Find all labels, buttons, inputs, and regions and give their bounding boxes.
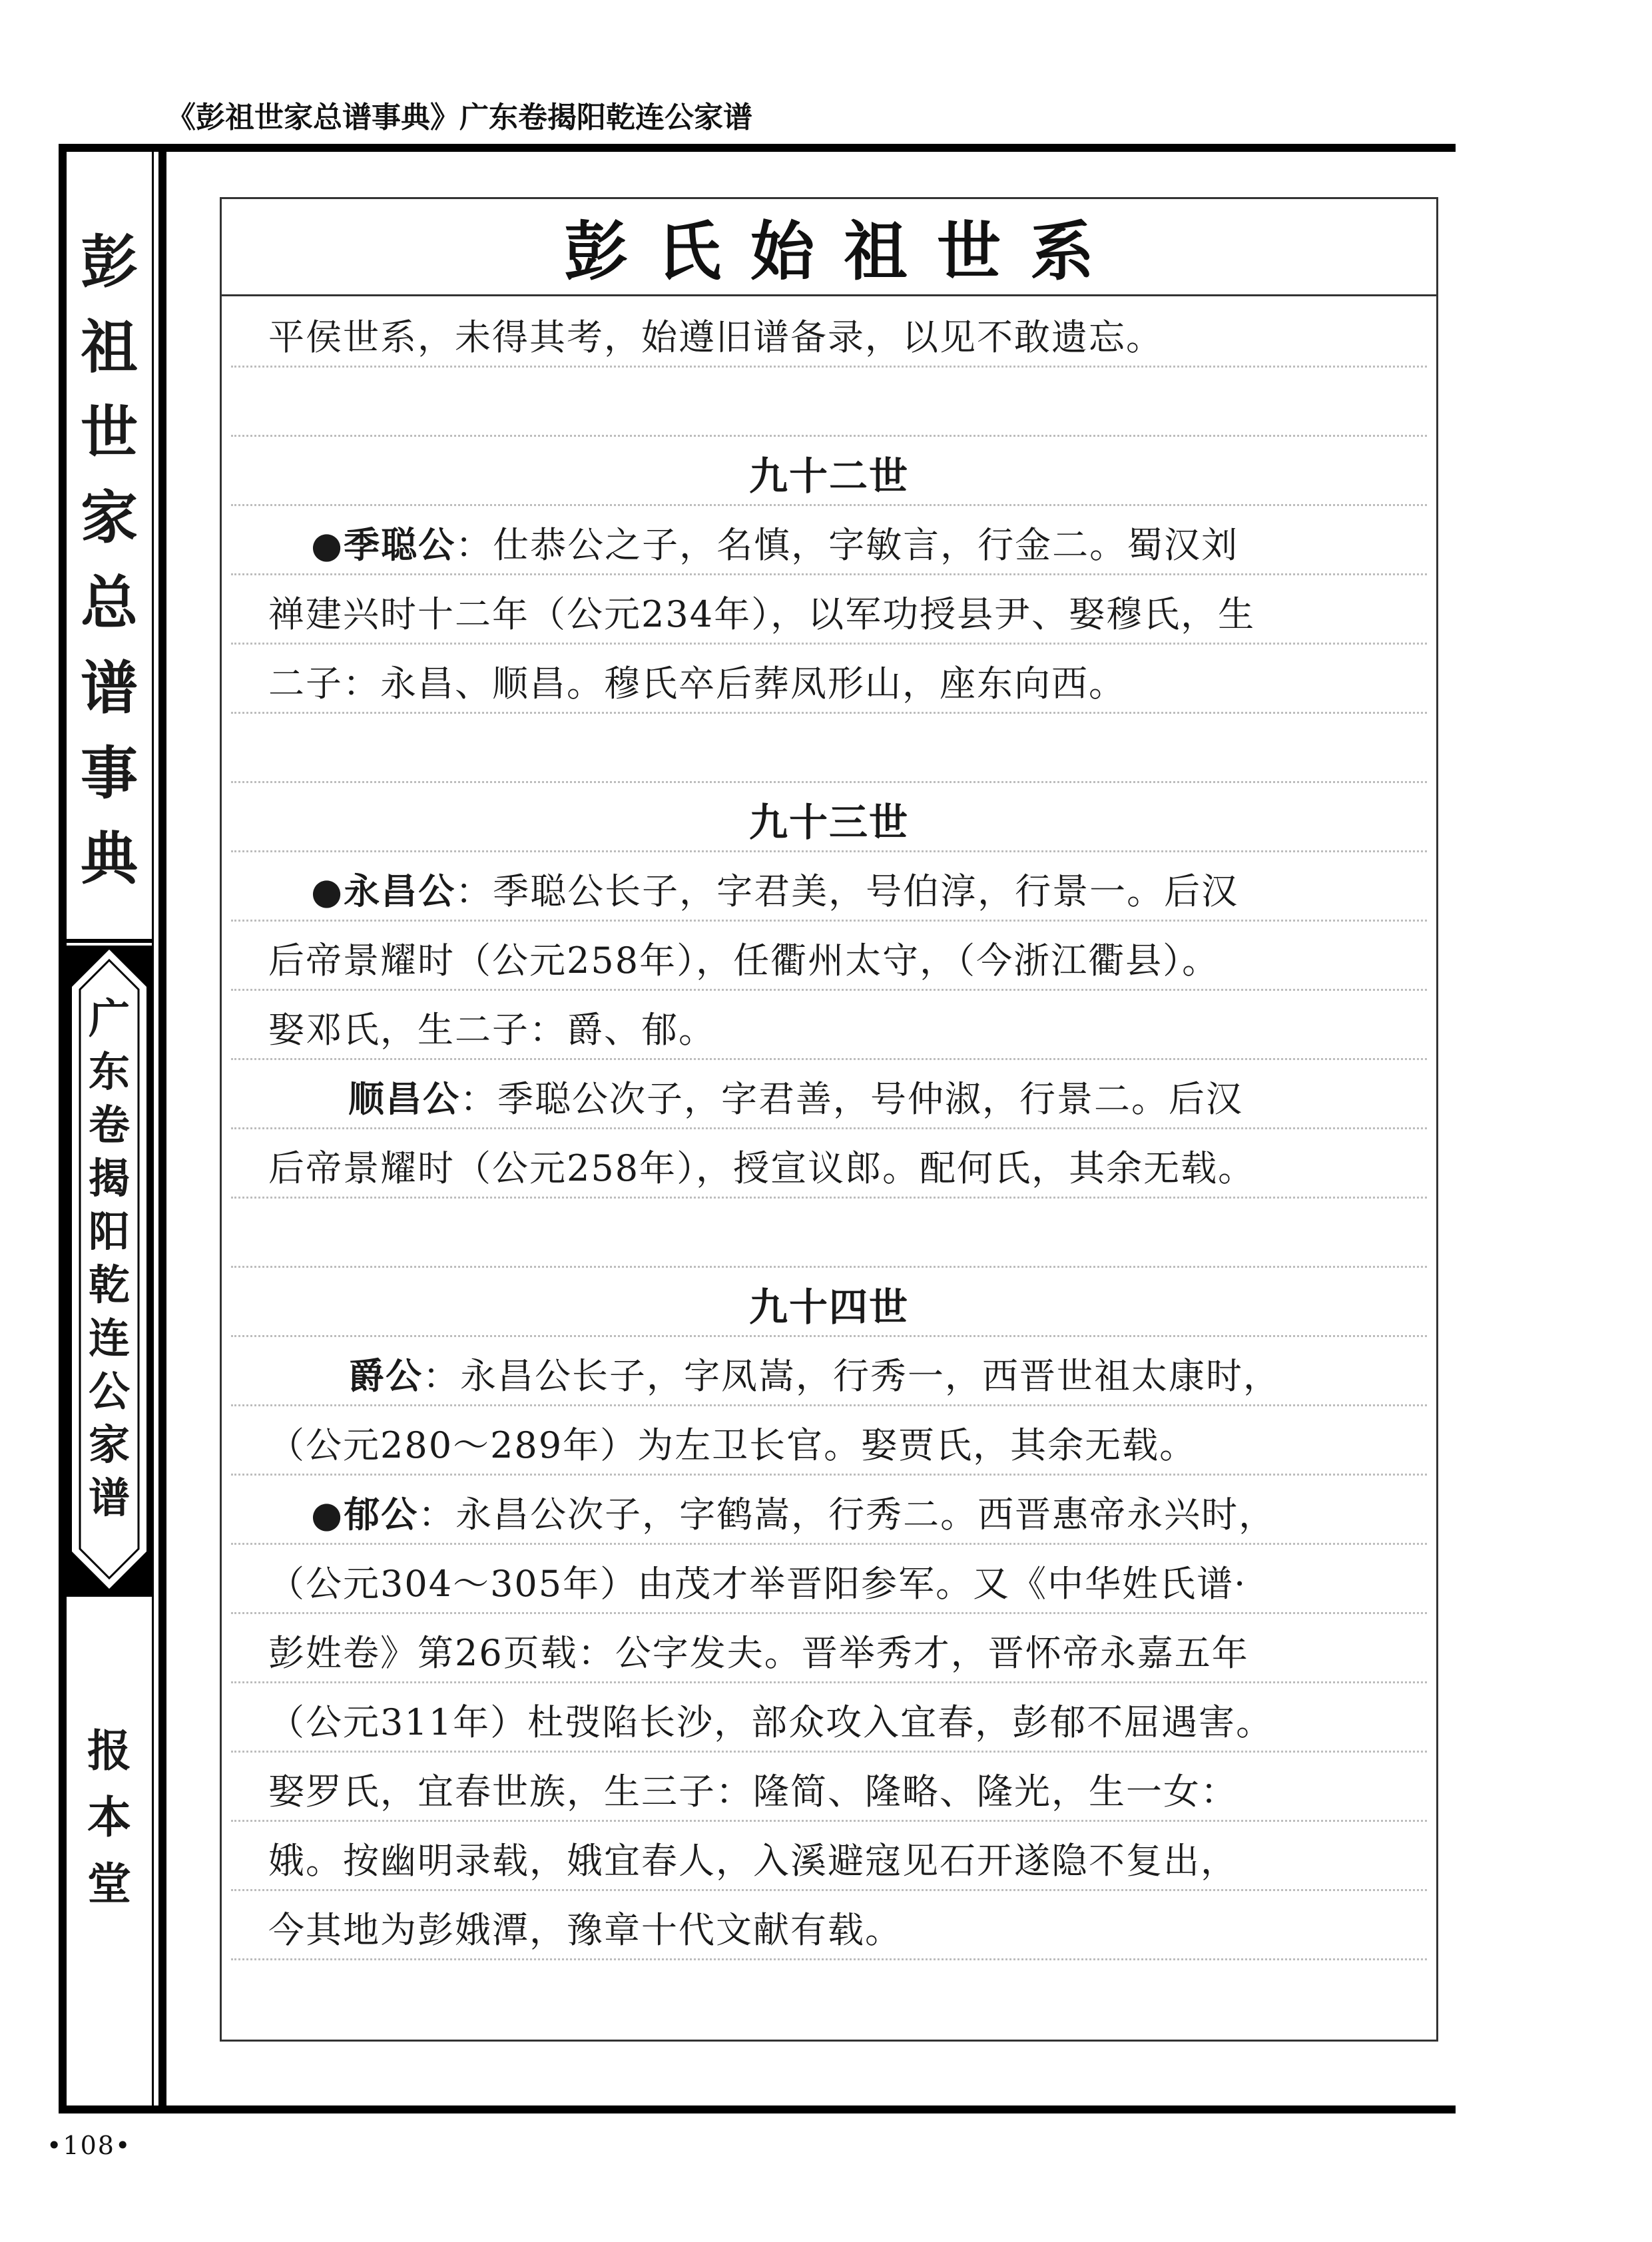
person-name: 顺昌公 <box>348 1078 460 1120</box>
entry-text: ：永昌公长子，字凤嵩，行秀一，西晋世祖太康时， <box>423 1355 1280 1397</box>
spine-inner-rule <box>152 144 154 2113</box>
entry-text: ：永昌公次子，字鹤嵩，行秀二。西晋惠帝永兴时， <box>418 1494 1276 1536</box>
person-name: ●永昌公 <box>311 870 456 912</box>
spine-subtitle-char: 连 <box>88 1314 130 1362</box>
entry-text: 禅建兴时十二年（公元234年），以军功授县尹、娶穆氏，生 <box>268 593 1256 635</box>
running-header: 《彭祖世家总谱事典》广东卷揭阳乾连公家谱 <box>166 101 752 135</box>
spine-subtitle-char: 卷 <box>88 1101 130 1149</box>
text-line <box>231 435 1427 506</box>
generation-heading: 九十四世 <box>748 1284 909 1330</box>
spine-title-char: 谱 <box>81 655 138 722</box>
spine-subtitle-char: 广 <box>88 994 130 1043</box>
text-line <box>231 1820 1427 1891</box>
text-line-empty <box>231 712 1427 783</box>
text-line <box>231 643 1427 714</box>
spine-subtitle-char: 公 <box>88 1367 130 1416</box>
text-line <box>231 504 1427 575</box>
spine-right-rule <box>158 144 166 2113</box>
spine-title-char: 世 <box>81 400 138 466</box>
spine-subtitle-char: 揭 <box>88 1154 130 1203</box>
text-line <box>231 850 1427 922</box>
text-line <box>231 1335 1427 1406</box>
text-line <box>231 1681 1427 1753</box>
panel-title: 彭氏始祖世系 <box>564 214 1123 289</box>
entry-text: （公元304～305年）由茂才举晋阳参军。又《中华姓氏谱· <box>268 1563 1247 1605</box>
spine-subtitle-char: 谱 <box>88 1474 130 1522</box>
generation-heading: 九十三世 <box>748 800 909 845</box>
text-line <box>231 781 1427 852</box>
spine-title <box>67 220 152 902</box>
person-name: ●季聪公 <box>311 524 456 566</box>
text-line <box>231 1404 1427 1476</box>
entry-text: 今其地为彭娥潭，豫章十代文献有载。 <box>268 1909 902 1951</box>
spine-hall-name <box>67 1718 152 1918</box>
spine-hall-char: 本 <box>87 1792 131 1843</box>
spine-title-char: 家 <box>81 485 138 551</box>
person-name: 爵公 <box>348 1355 423 1397</box>
generation-heading: 九十二世 <box>748 453 909 499</box>
person-name: ●郁公 <box>311 1494 419 1536</box>
spine-title-char: 彭 <box>81 229 138 296</box>
spine-title-char: 祖 <box>81 314 138 381</box>
entry-text: ：季聪公次子，字君善，号仲淑，行景二。后汉 <box>460 1078 1243 1120</box>
text-line <box>231 1889 1427 1960</box>
entry-text: 后帝景耀时（公元258年），任衢州太守，（今浙江衢县）。 <box>268 940 1220 981</box>
spine-left-rule <box>59 144 67 2113</box>
text-line <box>231 1058 1427 1129</box>
entry-text: ：季聪公长子，字君美，号伯淳，行景一。后汉 <box>455 870 1239 912</box>
spine-subtitle <box>67 992 152 1525</box>
intro-text: 平侯世系，未得其考，始遵旧谱备录，以见不敢遗忘。 <box>268 316 1163 358</box>
spine-title-char: 典 <box>81 826 138 892</box>
text-line-empty <box>231 1197 1427 1268</box>
text-line <box>231 296 1427 368</box>
spine-separator <box>67 1593 152 1597</box>
spine-subtitle-char: 东 <box>88 1047 130 1096</box>
spine-hall-char: 报 <box>87 1725 131 1777</box>
text-line <box>231 1751 1427 1822</box>
page-number: •108• <box>47 2131 132 2160</box>
text-line <box>231 920 1427 991</box>
entry-text: 后帝景耀时（公元258年），授宣议郎。配何氏，其余无载。 <box>268 1147 1256 1189</box>
entry-text: （公元311年）杜弢陷长沙，部众攻入宜春，彭郁不屈遇害。 <box>268 1701 1274 1743</box>
spine-title-char: 总 <box>81 570 138 637</box>
content-panel <box>220 197 1438 2042</box>
spine-title-char: 事 <box>81 740 138 807</box>
text-line <box>231 1543 1427 1614</box>
spine-separator <box>67 939 152 943</box>
text-line <box>231 1127 1427 1199</box>
entry-text: 娥。按幽明录载，娥宜春人，入溪避寇见石开遂隐不复出， <box>268 1840 1238 1882</box>
entry-text: ：仕恭公之子，名慎，字敏言，行金二。蜀汉刘 <box>455 524 1239 566</box>
bottom-rule <box>59 2105 1456 2113</box>
entry-text: （公元280～289年）为左卫长官。娶贾氏，其余无载。 <box>268 1424 1197 1466</box>
text-line <box>231 989 1427 1060</box>
entry-text: 二子：永昌、顺昌。穆氏卒后葬凤形山，座东向西。 <box>268 663 1126 704</box>
spine-subtitle-char: 阳 <box>88 1207 130 1256</box>
entry-text: 彭姓卷》第26页载：公字发夫。晋举秀才，晋怀帝永嘉五年 <box>268 1632 1249 1674</box>
top-rule <box>59 144 1456 152</box>
text-line <box>231 1474 1427 1545</box>
spine-hall-char: 堂 <box>87 1858 131 1910</box>
spine-subtitle-char: 乾 <box>88 1261 130 1309</box>
panel-title-box <box>222 199 1436 296</box>
entry-text: 娶罗氏，宜春世族，生三子：隆简、隆略、隆光，生一女： <box>268 1771 1238 1813</box>
text-line <box>231 573 1427 645</box>
text-line <box>231 1266 1427 1337</box>
entry-text: 娶邓氏，生二子：爵、郁。 <box>268 1009 716 1051</box>
text-line-empty <box>231 366 1427 437</box>
text-line <box>231 1612 1427 1683</box>
spine-subtitle-char: 家 <box>88 1420 130 1469</box>
